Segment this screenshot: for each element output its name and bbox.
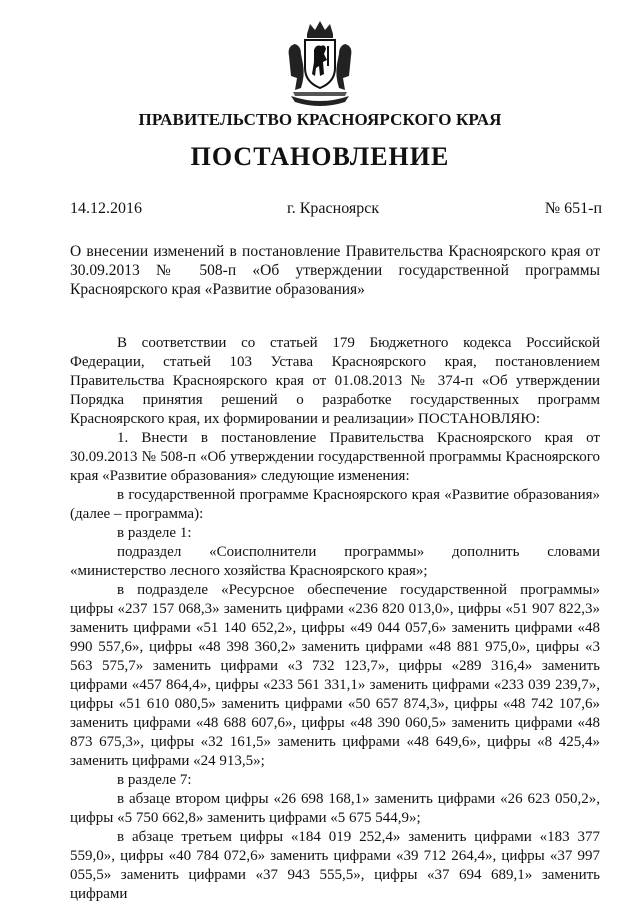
paragraph-co-executors: подраздел «Соисполнители программы» дополнить словами «министерство лесного хозяйства Красноярского края»; bbox=[70, 544, 600, 579]
paragraph-section-7: в разделе 7: bbox=[117, 772, 192, 788]
krasnoyarsk-coat-of-arms-icon bbox=[283, 16, 357, 108]
document-date: 14.12.2016 bbox=[70, 200, 142, 217]
paragraph-section-1: в разделе 1: bbox=[117, 525, 192, 541]
paragraph-resources: в подразделе «Ресурсное обеспечение государственной программы» цифры «237 157 068,3» заменить цифрами «236 820 013,0», цифры «51 907 822,3» заменить цифрами «51 140 652,2», цифры «49 044 057,6» заменить цифрами «48 990 557,6», цифры «48 398 360,2» заменить цифрами «48 881 975,0», цифры «3 563 575,7» заменить цифрами «3 732 123,7», цифры «289 316,4» заменить цифрами «457 864,4», цифры «233 561 331,1» заменить цифрами «233 039 239,7», цифры «51 610 080,5» заменить цифрами «50 657 874,3», цифры «48 742 107,6» заменить цифрами «48 688 607,6», цифры «48 390 060,5» заменить цифрами «48 873 675,3», цифры «32 161,5» заменить цифрами «48 649,6», цифры «8 425,4» заменить цифрами «24 913,5»; bbox=[70, 582, 600, 769]
organization-name: ПРАВИТЕЛЬСТВО КРАСНОЯРСКОГО КРАЯ bbox=[138, 110, 502, 129]
paragraph-program: в государственной программе Красноярского края «Развитие образования» (далее – программа): bbox=[70, 487, 600, 522]
document-city: г. Красноярск bbox=[287, 200, 380, 217]
document-number: № 651-п bbox=[544, 200, 602, 217]
paragraph-item-1: 1. Внести в постановление Правительства Красноярского края от 30.09.2013 № 508-п «Об утверждении государственной программы Красноярского края «Развитие образования» следующие изменения: bbox=[70, 430, 600, 484]
paragraph-preamble: В соответствии со статьей 179 Бюджетного кодекса Российской Федерации, статьей 103 Устава Красноярского края, постановлением Правительства Красноярского края от 01.08.2013 № 374-п «Об утверждении Порядка принятия решений о разработке государственных программ Красноярского края, их формировании и реализации» ПОСТАНОВЛЯЮ: bbox=[70, 335, 600, 427]
paragraph-abzac-2: в абзаце втором цифры «26 698 168,1» заменить цифрами «26 623 050,2», цифры «5 750 662,8» заменить цифрами «5 675 544,9»; bbox=[70, 791, 600, 826]
document-type: ПОСТАНОВЛЕНИЕ bbox=[190, 142, 450, 171]
paragraph-abzac-3: в абзаце третьем цифры «184 019 252,4» заменить цифрами «183 377 559,0», цифры «40 784 072,6» заменить цифрами «39 712 264,4», цифры «37 997 055,5» заменить цифрами «37 943 555,5», цифры «37 694 689,1» заменить цифрами bbox=[70, 829, 600, 902]
document-body bbox=[70, 334, 600, 904]
document-title: О внесении изменений в постановление Правительства Красноярского края от 30.09.2013 № 508-п «Об утверждении государственной программы Красноярского края «Развитие образования» bbox=[70, 243, 600, 298]
